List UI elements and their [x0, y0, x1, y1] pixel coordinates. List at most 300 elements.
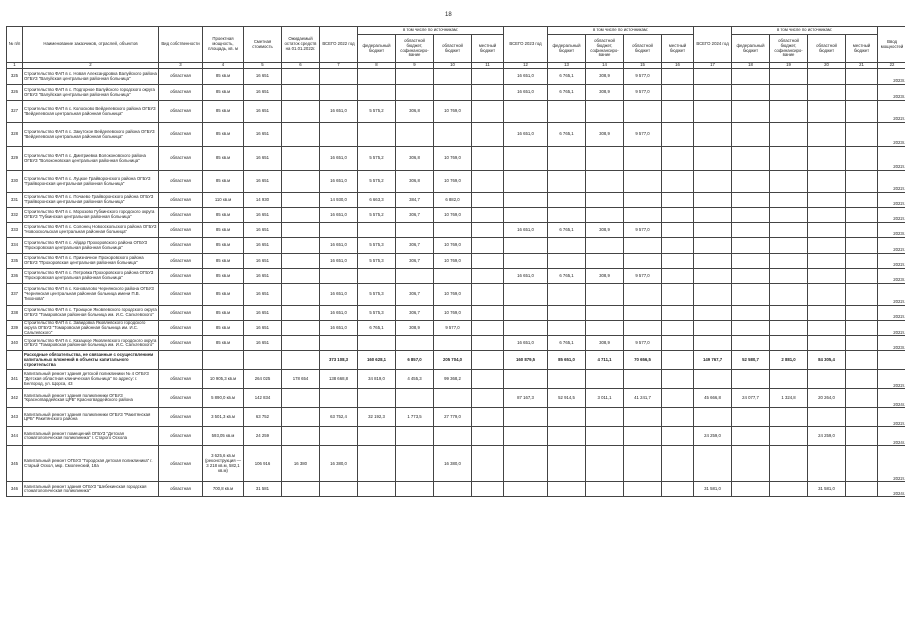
federal-2023: 6 765,1	[548, 223, 586, 238]
local-2023	[662, 147, 694, 171]
header-incl-2024: в том числе по источникам:	[732, 27, 878, 35]
remaining-funds	[282, 269, 320, 284]
capacity: 3 625,6 кв.м (реконструкция — 3 218 кв.м, 582,1 кв.м)	[203, 446, 244, 482]
capacity: 85 кв.м	[203, 238, 244, 254]
regional-cofin-2022	[396, 336, 434, 351]
regional-cofin-2023: 3 011,1	[586, 389, 624, 408]
federal-2024	[732, 370, 770, 389]
local-2022	[472, 147, 504, 171]
object-name: Строительство ФАП в с. Дмитриевка Волоконовского района ОГБУЗ "Волоконовская центральная районная больница"	[23, 147, 159, 171]
capacity: 85 кв.м	[203, 85, 244, 101]
oblast-2023	[624, 254, 662, 269]
federal-2023: 6 765,1	[548, 85, 586, 101]
oblast-2023	[624, 321, 662, 336]
header-incl-2023: в том числе по источникам:	[548, 27, 694, 35]
total-2024: 24 259,0	[694, 427, 732, 446]
object-name: Строительство ФАП в с. Солонец Новооскольского района ОГБУЗ "Новооскольская центральная районная больница"	[23, 223, 159, 238]
header-year: Ввод мощностей	[878, 27, 905, 63]
header-fed-2022: федеральный бюджет	[358, 35, 396, 63]
regional-cofin-2024	[770, 85, 808, 101]
ownership: областная	[159, 69, 203, 85]
row-number: 345	[7, 446, 23, 482]
column-number: 15	[624, 63, 662, 69]
federal-2023	[548, 147, 586, 171]
total-2023: 16 651,0	[504, 269, 548, 284]
local-2022	[472, 370, 504, 389]
capacity: 3 501,3 кв.м	[203, 408, 244, 427]
ownership: областная	[159, 85, 203, 101]
local-2023	[662, 193, 694, 208]
federal-2022: 5 575,2	[358, 147, 396, 171]
regional-cofin-2022: 1 773,5	[396, 408, 434, 427]
regional-cofin-2022: 306,7	[396, 254, 434, 269]
subtotal-row	[7, 351, 905, 370]
federal-2022: 5 575,2	[358, 101, 396, 123]
oblast-2022: 99 368,2	[434, 370, 472, 389]
oblast-2024	[808, 147, 846, 171]
total-2024	[694, 208, 732, 223]
local-2024	[846, 147, 878, 171]
federal-2022: 34 819,0	[358, 370, 396, 389]
table-row	[7, 223, 905, 238]
regional-cofin-2023	[586, 446, 624, 482]
ownership: областная	[159, 306, 203, 321]
regional-cofin-2023: 308,9	[586, 85, 624, 101]
commissioning-year: 2022г.	[878, 147, 905, 171]
table-row	[7, 269, 905, 284]
regional-cofin-2024	[770, 208, 808, 223]
row-number: 344	[7, 427, 23, 446]
commissioning-year: 2023г.	[878, 85, 905, 101]
remaining-funds	[282, 147, 320, 171]
oblast-2024: 24 259,0	[808, 427, 846, 446]
total-2023: 87 167,3	[504, 389, 548, 408]
object-name: Капитальный ремонт помещений ОГБУЗ "Детская стоматологическая поликлиника" г. Старого Оскола	[23, 427, 159, 446]
ownership: областная	[159, 370, 203, 389]
commissioning-year: 2022г.	[878, 238, 905, 254]
object-name: Строительство ФАП в с. Коновалово Чернянского района ОГБУЗ "Чернянская центральная районная больница имени П.В. Тихонова"	[23, 284, 159, 306]
federal-2023	[548, 427, 586, 446]
regional-cofin-2022: 306,8	[396, 147, 434, 171]
capacity: 85 кв.м	[203, 269, 244, 284]
total-2022	[320, 123, 358, 147]
oblast-2024	[808, 336, 846, 351]
regional-cofin-2024	[770, 427, 808, 446]
table-body	[7, 69, 905, 497]
commissioning-year: 2022г.	[878, 208, 905, 223]
local-2024	[846, 254, 878, 269]
ownership: областная	[159, 208, 203, 223]
estimated-cost: 16 651	[244, 306, 282, 321]
table-row	[7, 389, 905, 408]
federal-2022: 6 663,3	[358, 193, 396, 208]
total-2024	[694, 408, 732, 427]
regional-cofin-2022: 308,9	[396, 321, 434, 336]
header-name: Наименование заказчиков, отраслей, объектов	[23, 27, 159, 63]
capacity: 85 кв.м	[203, 223, 244, 238]
oblast-2023	[624, 284, 662, 306]
local-2022	[472, 482, 504, 497]
local-2022	[472, 389, 504, 408]
oblast-2022: 10 769,0	[434, 306, 472, 321]
federal-2022	[358, 336, 396, 351]
column-number: 20	[808, 63, 846, 69]
total-2022: 16 380,0	[320, 446, 358, 482]
commissioning-year: 2022г.	[878, 101, 905, 123]
oblast-2023	[624, 193, 662, 208]
oblast-2024	[808, 370, 846, 389]
total-2023	[504, 306, 548, 321]
oblast-2022: 10 769,0	[434, 147, 472, 171]
header-obl-2022: областной бюджет	[434, 35, 472, 63]
local-2022	[472, 306, 504, 321]
estimated-cost: 16 651	[244, 238, 282, 254]
local-2024	[846, 336, 878, 351]
row-number: 339	[7, 321, 23, 336]
ownership: областная	[159, 269, 203, 284]
capacity	[203, 351, 244, 370]
object-name: Капитальный ремонт здания поликлиники ОГБУЗ "Ракитянская ЦРБ" Ракитянского района	[23, 408, 159, 427]
header-reg-2023: областной бюджет, софинансиро-вание	[586, 35, 624, 63]
oblast-2024	[808, 269, 846, 284]
total-2023: 16 651,0	[504, 123, 548, 147]
ownership: областная	[159, 336, 203, 351]
regional-cofin-2024	[770, 269, 808, 284]
local-2024	[846, 284, 878, 306]
oblast-2022: 10 769,0	[434, 101, 472, 123]
regional-cofin-2024	[770, 336, 808, 351]
capacity: 85 кв.м	[203, 208, 244, 223]
local-2022	[472, 171, 504, 193]
federal-2023	[548, 446, 586, 482]
column-number: 16	[662, 63, 694, 69]
total-2023	[504, 321, 548, 336]
total-2022	[320, 269, 358, 284]
local-2024	[846, 85, 878, 101]
column-number: 9	[396, 63, 434, 69]
estimated-cost: 16 651	[244, 123, 282, 147]
local-2024	[846, 69, 878, 85]
column-number: 2	[23, 63, 159, 69]
column-number: 8	[358, 63, 396, 69]
total-2024	[694, 321, 732, 336]
row-number: 338	[7, 306, 23, 321]
table-row	[7, 482, 905, 497]
federal-2023: 6 765,1	[548, 69, 586, 85]
column-number: 4	[203, 63, 244, 69]
oblast-2022	[434, 85, 472, 101]
capacity: 110 кв.м	[203, 193, 244, 208]
header-capacity: Проектная мощность, площадь, кв. м	[203, 27, 244, 63]
table-row	[7, 238, 905, 254]
estimated-cost: 31 581	[244, 482, 282, 497]
remaining-funds: 16 380	[282, 446, 320, 482]
oblast-2023: 9 577,0	[624, 69, 662, 85]
regional-cofin-2022	[396, 123, 434, 147]
total-2022: 14 930,0	[320, 193, 358, 208]
federal-2024	[732, 321, 770, 336]
federal-2022: 5 575,3	[358, 254, 396, 269]
ownership: областная	[159, 446, 203, 482]
total-2023	[504, 171, 548, 193]
oblast-2023	[624, 171, 662, 193]
oblast-2022	[434, 427, 472, 446]
federal-2022: 6 765,1	[358, 321, 396, 336]
remaining-funds	[282, 389, 320, 408]
local-2022	[472, 85, 504, 101]
local-2023	[662, 408, 694, 427]
total-2022: 16 651,0	[320, 147, 358, 171]
table-row	[7, 101, 905, 123]
local-2023	[662, 427, 694, 446]
total-2023: 16 651,0	[504, 223, 548, 238]
total-2024	[694, 223, 732, 238]
oblast-2023	[624, 101, 662, 123]
federal-2023	[548, 370, 586, 389]
federal-2024	[732, 238, 770, 254]
regional-cofin-2024	[770, 193, 808, 208]
row-number: 334	[7, 238, 23, 254]
header-mest-2023: местный бюджет	[662, 35, 694, 63]
ownership: областная	[159, 101, 203, 123]
local-2022	[472, 446, 504, 482]
total-2022: 16 651,0	[320, 306, 358, 321]
local-2023	[662, 85, 694, 101]
local-2023	[662, 208, 694, 223]
ownership: областная	[159, 427, 203, 446]
oblast-2024	[808, 284, 846, 306]
local-2024	[846, 269, 878, 284]
investment-table	[6, 26, 905, 497]
federal-2022	[358, 223, 396, 238]
regional-cofin-2022	[396, 427, 434, 446]
total-2024	[694, 101, 732, 123]
total-2023	[504, 238, 548, 254]
federal-2024	[732, 306, 770, 321]
estimated-cost: 16 651	[244, 85, 282, 101]
total-2023: 16 651,0	[504, 85, 548, 101]
capacity: 85 кв.м	[203, 336, 244, 351]
capacity: 85 кв.м	[203, 147, 244, 171]
oblast-2023	[624, 408, 662, 427]
federal-2022: 32 192,3	[358, 408, 396, 427]
total-2023	[504, 446, 548, 482]
regional-cofin-2022	[396, 85, 434, 101]
object-name: Строительство ФАП в с. Подгорное Валуйского городского округа ОГБУЗ "Валуйская центральная районная больница"	[23, 85, 159, 101]
table-row	[7, 306, 905, 321]
ownership: областная	[159, 389, 203, 408]
federal-2022	[358, 427, 396, 446]
column-number: 3	[159, 63, 203, 69]
header-fed-2024: федеральный бюджет	[732, 35, 770, 63]
federal-2022	[358, 389, 396, 408]
remaining-funds	[282, 321, 320, 336]
total-2024: 31 581,0	[694, 482, 732, 497]
federal-2024	[732, 254, 770, 269]
estimated-cost: 16 651	[244, 284, 282, 306]
total-2023	[504, 254, 548, 269]
oblast-2024	[808, 171, 846, 193]
regional-cofin-2024	[770, 147, 808, 171]
row-number: 346	[7, 482, 23, 497]
oblast-2022: 10 769,0	[434, 284, 472, 306]
oblast-2024	[808, 408, 846, 427]
federal-2024	[732, 336, 770, 351]
capacity: 10 905,3 кв.м	[203, 370, 244, 389]
oblast-2024	[808, 193, 846, 208]
header-mest-2022: местный бюджет	[472, 35, 504, 63]
remaining-funds: 178 654	[282, 370, 320, 389]
header-cost: Сметная стоимость	[244, 27, 282, 63]
total-2024	[694, 85, 732, 101]
object-name: Расходные обязательства, не связанные с осуществлением капитальных вложений в объекты капитального строительства	[23, 351, 159, 370]
federal-2024	[732, 69, 770, 85]
regional-cofin-2024: 1 324,8	[770, 389, 808, 408]
local-2023	[662, 284, 694, 306]
oblast-2022	[434, 389, 472, 408]
column-number: 1	[7, 63, 23, 69]
total-2024	[694, 69, 732, 85]
local-2023	[662, 269, 694, 284]
commissioning-year: 2022г.	[878, 306, 905, 321]
remaining-funds	[282, 69, 320, 85]
regional-cofin-2024	[770, 123, 808, 147]
federal-2023: 85 651,0	[548, 351, 586, 370]
local-2023	[662, 389, 694, 408]
commissioning-year: 2022г.	[878, 171, 905, 193]
total-2023: 16 651,0	[504, 69, 548, 85]
regional-cofin-2023	[586, 370, 624, 389]
table-row	[7, 284, 905, 306]
commissioning-year: 2022г.	[878, 284, 905, 306]
column-number: 5	[244, 63, 282, 69]
remaining-funds	[282, 427, 320, 446]
regional-cofin-2023	[586, 193, 624, 208]
local-2023	[662, 306, 694, 321]
oblast-2024: 84 305,4	[808, 351, 846, 370]
regional-cofin-2024	[770, 171, 808, 193]
estimated-cost: 16 651	[244, 171, 282, 193]
oblast-2024: 31 581,0	[808, 482, 846, 497]
header-remaining: Ожидаемый остаток средств на 01.01.2022г.	[282, 27, 320, 63]
federal-2024	[732, 101, 770, 123]
oblast-2023	[624, 208, 662, 223]
federal-2022	[358, 446, 396, 482]
table-row	[7, 85, 905, 101]
total-2023	[504, 408, 548, 427]
commissioning-year: 2022г.	[878, 321, 905, 336]
row-number: 333	[7, 223, 23, 238]
regional-cofin-2023	[586, 254, 624, 269]
ownership: областная	[159, 408, 203, 427]
local-2022	[472, 254, 504, 269]
total-2022	[320, 69, 358, 85]
local-2022	[472, 238, 504, 254]
local-2024	[846, 446, 878, 482]
row-number: 335	[7, 254, 23, 269]
estimated-cost: 14 930	[244, 193, 282, 208]
federal-2024	[732, 171, 770, 193]
estimated-cost: 16 651	[244, 69, 282, 85]
row-number: 342	[7, 389, 23, 408]
header-total-2024: ВСЕГО 2024 год	[694, 27, 732, 63]
regional-cofin-2024	[770, 69, 808, 85]
total-2022: 63 752,4	[320, 408, 358, 427]
total-2022: 16 651,0	[320, 101, 358, 123]
federal-2022: 160 628,1	[358, 351, 396, 370]
regional-cofin-2024	[770, 408, 808, 427]
total-2024	[694, 269, 732, 284]
total-2024	[694, 446, 732, 482]
capacity: 85 кв.м	[203, 123, 244, 147]
regional-cofin-2023: 308,9	[586, 123, 624, 147]
local-2023	[662, 446, 694, 482]
federal-2022	[358, 85, 396, 101]
regional-cofin-2024	[770, 101, 808, 123]
header-total-2023: ВСЕГО 2023 год	[504, 27, 548, 63]
regional-cofin-2023: 308,9	[586, 269, 624, 284]
remaining-funds	[282, 482, 320, 497]
local-2023	[662, 370, 694, 389]
oblast-2022	[434, 223, 472, 238]
local-2022	[472, 351, 504, 370]
local-2024	[846, 370, 878, 389]
commissioning-year: 2024г.	[878, 427, 905, 446]
oblast-2024	[808, 238, 846, 254]
federal-2023	[548, 208, 586, 223]
federal-2022: 5 575,2	[358, 171, 396, 193]
regional-cofin-2022: 4 455,3	[396, 370, 434, 389]
capacity: 85 кв.м	[203, 254, 244, 269]
oblast-2022	[434, 269, 472, 284]
row-number: 340	[7, 336, 23, 351]
column-number: 11	[472, 63, 504, 69]
total-2023	[504, 193, 548, 208]
local-2022	[472, 321, 504, 336]
total-2022	[320, 336, 358, 351]
oblast-2022: 10 769,0	[434, 208, 472, 223]
total-2024	[694, 193, 732, 208]
commissioning-year: 2023г.	[878, 223, 905, 238]
column-number: 22	[878, 63, 905, 69]
regional-cofin-2023	[586, 171, 624, 193]
local-2024	[846, 427, 878, 446]
oblast-2023	[624, 427, 662, 446]
regional-cofin-2022	[396, 482, 434, 497]
regional-cofin-2023	[586, 284, 624, 306]
regional-cofin-2022: 306,8	[396, 101, 434, 123]
local-2022	[472, 208, 504, 223]
row-number: 329	[7, 147, 23, 171]
local-2022	[472, 408, 504, 427]
estimated-cost: 16 651	[244, 147, 282, 171]
object-name: Строительство ФАП в с. Казацкое Яковлевского городского округа ОГБУЗ "Томаровская районная больница им. И.С. Сальтевского"	[23, 336, 159, 351]
local-2024	[846, 351, 878, 370]
total-2024: 45 666,8	[694, 389, 732, 408]
table-row	[7, 171, 905, 193]
remaining-funds	[282, 336, 320, 351]
table-row	[7, 208, 905, 223]
estimated-cost: 16 651	[244, 223, 282, 238]
ownership: областная	[159, 193, 203, 208]
table-row	[7, 69, 905, 85]
oblast-2023: 9 577,0	[624, 85, 662, 101]
estimated-cost: 106 916	[244, 446, 282, 482]
table-row	[7, 147, 905, 171]
federal-2023	[548, 482, 586, 497]
federal-2024	[732, 427, 770, 446]
commissioning-year	[878, 351, 905, 370]
